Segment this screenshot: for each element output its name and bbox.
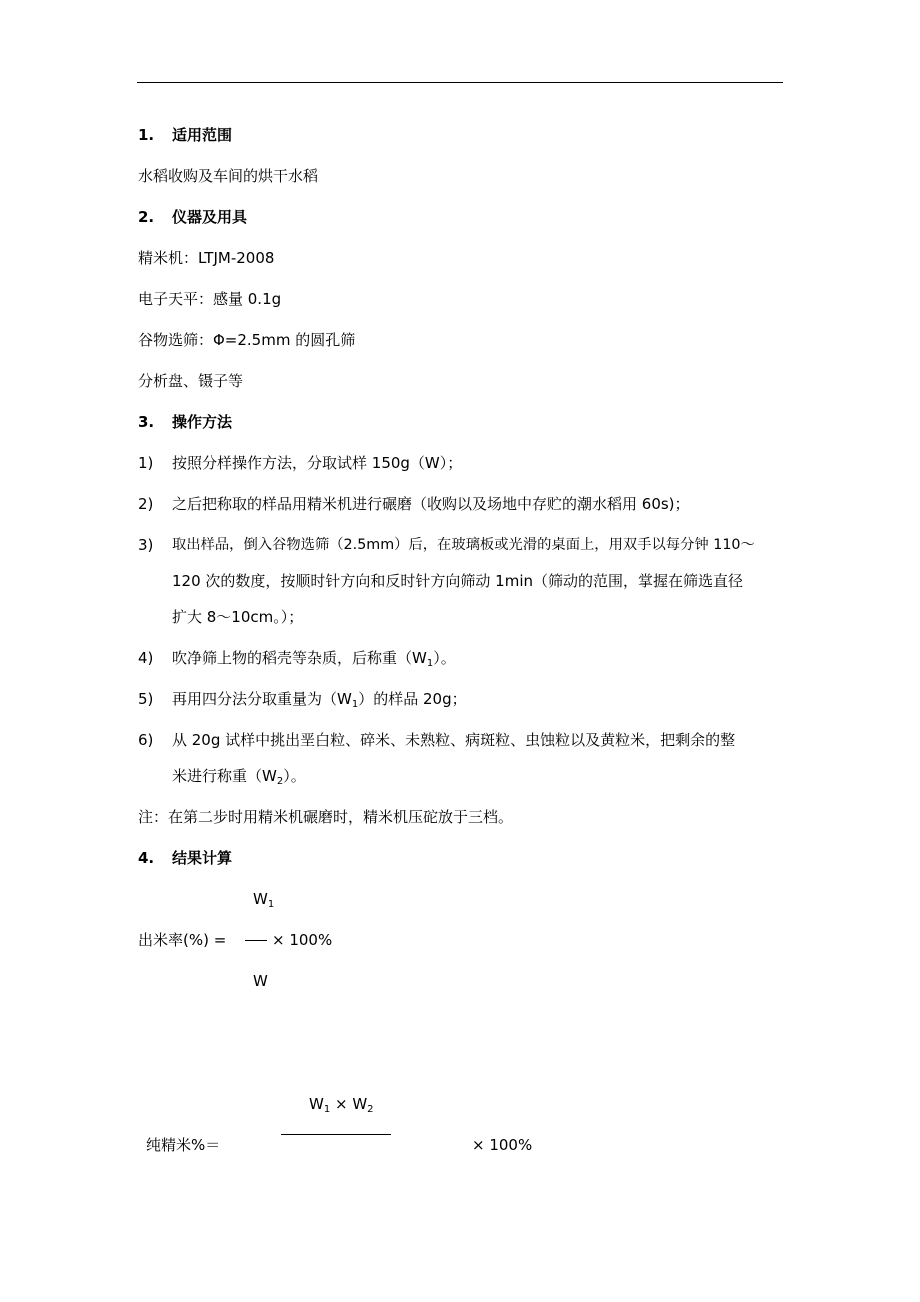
- formula-1-label: 出米率(%) =: [138, 931, 227, 949]
- formula-1-denominator: W: [253, 972, 268, 990]
- instrument-item: 谷物选筛：Φ=2.5mm 的圆孔筛: [138, 331, 356, 349]
- step-number: 4): [138, 649, 154, 667]
- step-text: 120 次的数度，按顺时针方向和反时针方向筛动 1min（筛动的范围，掌握在筛选直径: [172, 572, 743, 590]
- instrument-item: 精米机：LTJM-2008: [138, 249, 275, 267]
- formula-2-label: 纯精米%＝: [146, 1136, 221, 1154]
- formula-1-fraction-line: [245, 940, 267, 941]
- scope-text: 水稻收购及车间的烘干水稻: [138, 167, 319, 185]
- step-text: 按照分样操作方法，分取试样 150g（W）；: [172, 454, 463, 472]
- section-2-number: 2.: [138, 208, 155, 226]
- header-rule: [137, 82, 783, 83]
- section-1-number: 1.: [138, 126, 155, 144]
- instrument-item: 电子天平：感量 0.1g: [138, 290, 282, 308]
- formula-1-multiplier: × 100%: [272, 931, 333, 949]
- section-4-number: 4.: [138, 849, 155, 867]
- step-number: 5): [138, 690, 154, 708]
- formula-2-numerator: $W_1 \times W_2$: [309, 1095, 374, 1115]
- step-text: 从 20g 试样中挑出垩白粒、碎米、未熟粒、病斑粒、虫蚀粒以及黄粒米，把剩余的整: [172, 731, 736, 749]
- step-number: 3): [138, 536, 154, 554]
- step-text: 取出样品，倒入谷物选筛（2.5mm）后，在玻璃板或光滑的桌面上，用双手以每分钟 110～: [172, 537, 755, 553]
- section-3-title: 操作方法: [172, 413, 233, 431]
- formula-2-multiplier: × 100%: [472, 1136, 533, 1154]
- section-2-title: 仪器及用具: [172, 208, 248, 226]
- section-1-title: 适用范围: [172, 126, 233, 144]
- note-text: 注：在第二步时用精米机碾磨时，精米机压砣放于三档。: [138, 808, 514, 826]
- step-text: 再用四分法分取重量为$(W_1)$的样品 20g；: [172, 690, 467, 710]
- step-number: 2): [138, 495, 154, 513]
- step-text: 之后把称取的样品用精米机进行碾磨（收购以及场地中存贮的潮水稻用 60s)；: [172, 495, 690, 513]
- instrument-item: 分析盘、镊子等: [138, 372, 244, 390]
- formula-2-fraction-line: [281, 1134, 391, 1135]
- step-text: 米进行称重$(W_2)$。: [172, 767, 306, 787]
- formula-1-numerator: $W_1$: [253, 890, 275, 910]
- step-number: 6): [138, 731, 154, 749]
- step-text: 扩大 8～10cm。）；: [172, 608, 304, 626]
- step-number: 1): [138, 454, 154, 472]
- section-4-title: 结果计算: [172, 849, 233, 867]
- step-text: 吹净筛上物的稻壳等杂质，后称重$(W_1)$。: [172, 649, 456, 669]
- section-3-number: 3.: [138, 413, 155, 431]
